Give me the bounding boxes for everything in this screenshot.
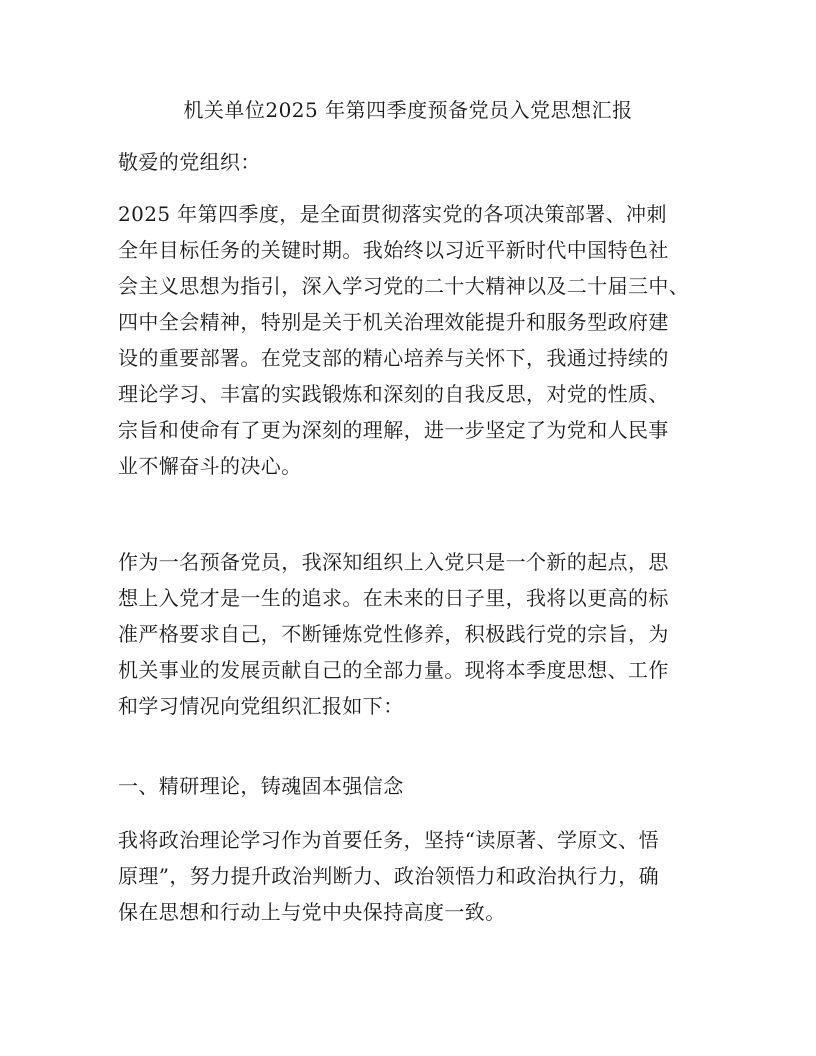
salutation-text: 敬爱的党组织： xyxy=(118,150,261,174)
paragraph-line: 机关事业的发展贡献自己的全部力量。现将本季度思想、工作 xyxy=(118,658,669,682)
paragraph-line: 全年目标任务的关键时期。我始终以习近平新时代中国特色社 xyxy=(118,238,669,262)
paragraph-theory-study xyxy=(118,822,703,930)
document-title: 机关单位2025 年第四季度预备党员入党思想汇报 xyxy=(183,98,633,122)
paragraph-line: 设的重要部署。在党支部的精心培养与关怀下，我通过持续的 xyxy=(118,346,669,370)
paragraph-line: 业不懈奋斗的决心。 xyxy=(118,454,302,478)
paragraph-commitment xyxy=(118,544,703,724)
section-heading xyxy=(118,768,703,804)
paragraph-line: 想上入党才是一生的追求。在未来的日子里，我将以更高的标 xyxy=(118,586,669,610)
paragraph-line: 理论学习、丰富的实践锻炼和深刻的自我反思，对党的性质、 xyxy=(118,382,669,406)
paragraph-line: 原理”，努力提升政治判断力、政治领悟力和政治执行力，确 xyxy=(118,864,660,888)
paragraph-line: 我将政治理论学习作为首要任务，坚持“读原著、学原文、悟 xyxy=(118,828,660,852)
section-heading-text: 一、精研理论，铸魂固本强信念 xyxy=(118,774,404,798)
paragraph-line: 2025 年第四季度，是全面贯彻落实党的各项决策部署、冲刺 xyxy=(118,202,667,226)
paragraph-line: 作为一名预备党员，我深知组织上入党只是一个新的起点，思 xyxy=(118,550,669,574)
paragraph-intro xyxy=(118,196,703,484)
paragraph-line: 和学习情况向党组织汇报如下： xyxy=(118,694,404,718)
paragraph-line: 四中全会精神，特别是关于机关治理效能提升和服务型政府建 xyxy=(118,310,669,334)
salutation xyxy=(118,144,703,180)
paragraph-line: 准严格要求自己，不断锤炼党性修养，积极践行党的宗旨，为 xyxy=(118,622,669,646)
paragraph-line: 保在思想和行动上与党中央保持高度一致。 xyxy=(118,900,506,924)
paragraph-line: 宗旨和使命有了更为深刻的理解，进一步坚定了为党和人民事 xyxy=(118,418,669,442)
paragraph-line: 会主义思想为指引，深入学习党的二十大精神以及二十届三中、 xyxy=(118,274,690,298)
